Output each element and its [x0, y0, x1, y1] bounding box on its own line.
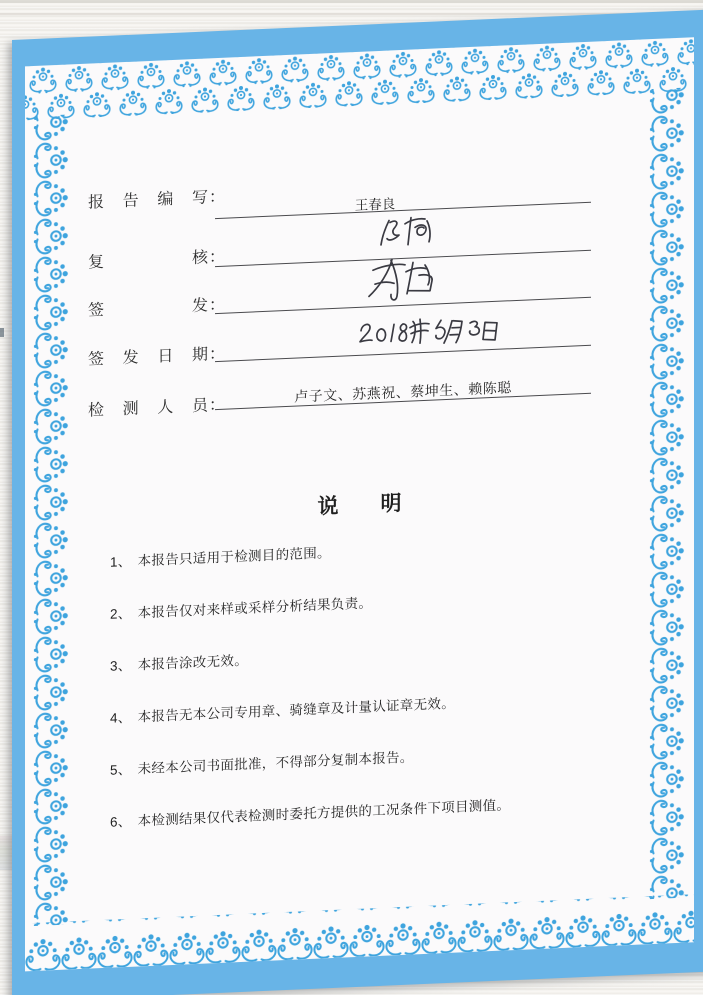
field-label-testers: 检测人员	[88, 397, 208, 420]
blue-cover-sheet	[12, 8, 703, 995]
issuer-signature-handwriting	[361, 250, 447, 312]
note-text: 本报告涂改无效。	[137, 652, 249, 673]
note-text: 本报告无本公司专用章、骑缝章及计量认证章无效。	[137, 695, 456, 725]
report-inner-page	[25, 37, 694, 971]
field-label-issuer: 签发	[88, 297, 208, 320]
floral-border-bottom	[25, 894, 694, 971]
note-text: 本报告仅对来样或采样分析结果负责。	[137, 595, 373, 621]
scan-edge-smudge	[0, 328, 4, 337]
note-number: 6、	[110, 813, 132, 830]
field-colon: ：	[209, 248, 226, 267]
note-text: 本检测结果仅代表检测时委托方提供的工况条件下项目测值。	[137, 797, 511, 829]
section-title-explanation: 说 明	[317, 491, 402, 519]
issue-date-handwriting	[355, 308, 513, 355]
field-value-report-writer: 王春良	[354, 196, 396, 214]
note-number: 5、	[110, 761, 132, 778]
note-number: 3、	[110, 657, 132, 674]
field-label-report-writer: 报告编写	[88, 189, 208, 212]
field-label-issue-date: 签发日期	[88, 346, 208, 369]
field-label-reviewer: 复核	[88, 249, 208, 272]
field-colon: ：	[209, 188, 226, 207]
scanner-streak	[0, 0, 703, 3]
field-colon: ：	[209, 345, 226, 364]
field-value-testers: 卢子文、苏燕祝、蔡坤生、赖陈聪	[294, 381, 512, 406]
floral-border-top	[25, 37, 694, 120]
note-text: 未经本公司书面批准，不得部分复制本报告。	[137, 749, 414, 777]
note-number: 1、	[110, 553, 132, 570]
note-number: 2、	[110, 605, 132, 622]
note-number: 4、	[110, 709, 132, 726]
field-colon: ：	[209, 296, 226, 315]
note-text: 本报告只适用于检测目的范围。	[137, 545, 331, 569]
field-colon: ：	[209, 396, 226, 415]
